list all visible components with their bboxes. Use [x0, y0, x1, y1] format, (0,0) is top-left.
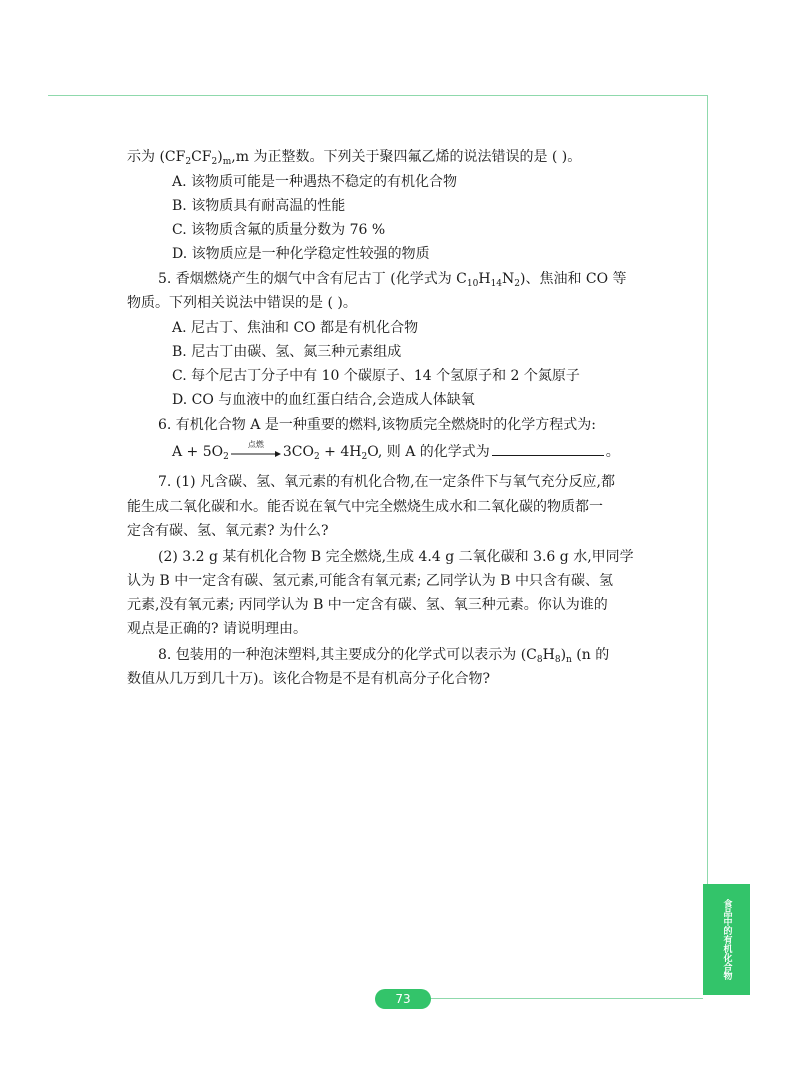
q7-part1-line2: 能生成二氧化碳和水。能否说在氧气中完全燃烧生成水和二氧化碳的物质都一	[127, 499, 603, 515]
q7-part2-line1: (2) 3.2 g 某有机化合物 B 完全燃烧,生成 4.4 g 二氧化碳和 3.6 g 水,甲同学	[158, 549, 634, 565]
q6-equation: $A + 5O_2$ 点燃 $3CO_2 + 4H_2O$, 则 A 的化学式为 。	[172, 440, 620, 462]
reaction-condition: 点燃	[247, 440, 264, 449]
q5-option-d: D. CO 与血液中的血红蛋白结合,会造成人体缺氧	[172, 392, 475, 408]
q7-part2-line3: 元素,没有氧元素; 丙同学认为 B 中一定含有碳、氢、氧三种元素。你认为谁的	[127, 597, 608, 613]
q5-option-b: B. 尼古丁由碳、氢、氮三种元素组成	[172, 344, 402, 360]
answer-blank	[492, 443, 604, 456]
q6-stem: 6. 有机化合物 A 是一种重要的燃料,该物质完全燃烧时的化学方程式为:	[158, 417, 596, 433]
q5-option-c: C. 每个尼古丁分子中有 10 个碳原子、14 个氢原子和 2 个氮原子	[172, 368, 580, 384]
q5-stem-line1: 5. 香烟燃烧产生的烟气中含有尼古丁 (化学式为 $C_{10}H_{14}N_2$)、焦油和 CO 等	[158, 271, 627, 289]
q8-stem-line1: 8. 包装用的一种泡沫塑料,其主要成分的化学式可以表示为 $(C_8H_8)_n$ (n 的	[158, 647, 610, 665]
q7-part1-line3: 定含有碳、氢、氧元素? 为什么?	[127, 523, 329, 539]
q4-option-a: A. 该物质可能是一种遇热不稳定的有机化合物	[172, 174, 458, 190]
page-number: 73	[375, 989, 431, 1009]
chapter-side-tab: 食品中的有机化合物	[703, 884, 750, 995]
reaction-arrow	[231, 440, 281, 459]
top-rule	[48, 95, 708, 96]
q5-option-a: A. 尼古丁、焦油和 CO 都是有机化合物	[172, 320, 419, 336]
q4-option-c: C. 该物质含氟的质量分数为 76 %	[172, 222, 386, 238]
q7-part2-line2: 认为 B 中一定含有碳、氢元素,可能含有氧元素; 乙同学认为 B 中只含有碳、氢	[127, 573, 613, 589]
footer-rule	[430, 998, 703, 999]
q7-part1-line1: 7. (1) 凡含碳、氢、氧元素的有机化合物,在一定条件下与氧气充分反应,都	[158, 474, 615, 490]
q4-option-b: B. 该物质具有耐高温的性能	[172, 198, 346, 214]
q5-stem-line2: 物质。下列相关说法中错误的是 ( )。	[127, 295, 357, 311]
q8-stem-line2: 数值从几万到几十万)。该化合物是不是有机高分子化合物?	[127, 671, 490, 687]
q4-option-d: D. 该物质应是一种化学稳定性较强的物质	[172, 246, 430, 262]
right-rule	[707, 95, 708, 885]
q4-stem: 示为 $(CF_2CF_2)_m,m$ 为正整数。下列关于聚四氟乙烯的说法错误的是 ( )。	[127, 149, 582, 167]
q7-part2-line4: 观点是正确的? 请说明理由。	[127, 621, 307, 637]
